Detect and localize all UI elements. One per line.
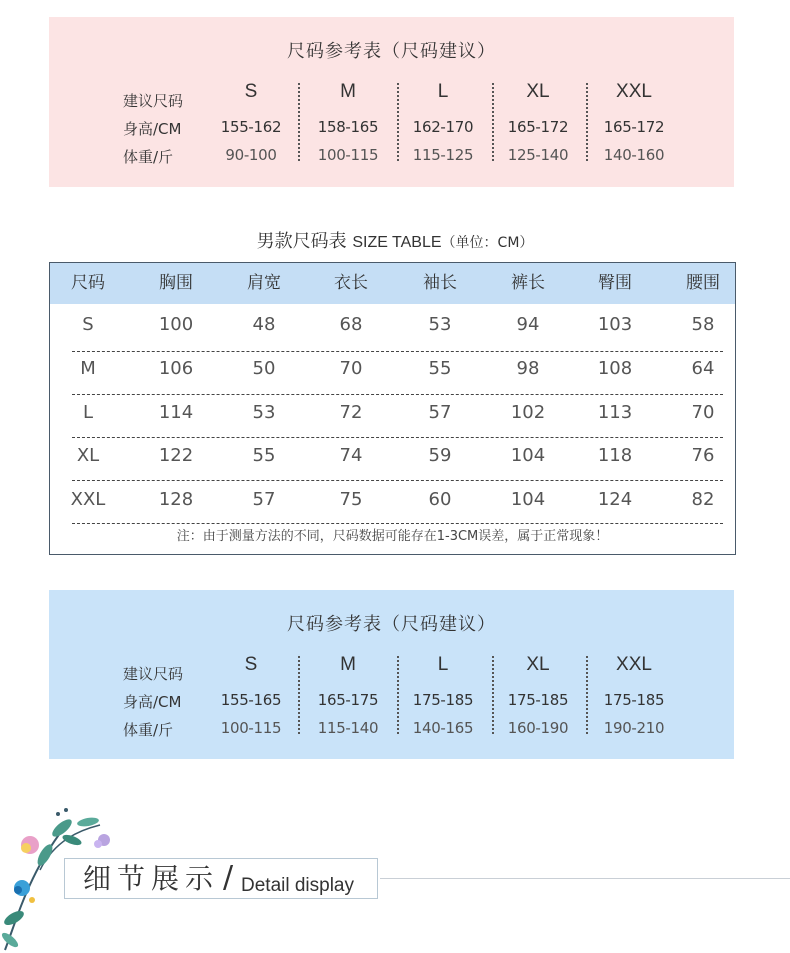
row-divider [72, 523, 723, 524]
cell-chest: 100 [158, 314, 194, 335]
detail-divider-line [380, 878, 790, 879]
size-label: L [437, 654, 449, 675]
label-height: 身高/CM [123, 693, 182, 711]
size-label: XXL [616, 81, 652, 102]
detail-title-slash: / [223, 860, 234, 895]
cell-length: 75 [339, 489, 363, 510]
mens-size-column-l [396, 652, 490, 742]
weight-range: 140-165 [412, 719, 474, 737]
size-label: XL [526, 654, 550, 675]
label-suggested-size: 建议尺码 [123, 92, 184, 110]
height-range: 165-172 [507, 118, 569, 136]
weight-range: 160-190 [507, 719, 569, 737]
height-range: 165-175 [317, 691, 379, 709]
height-range: 175-185 [603, 691, 665, 709]
cell-chest: 128 [158, 489, 194, 510]
cell-pants-length: 94 [516, 314, 540, 335]
table-row [50, 350, 735, 394]
height-range: 155-165 [220, 691, 282, 709]
size-label: S [244, 654, 258, 675]
label-height: 身高/CM [123, 120, 182, 138]
size-label: S [244, 81, 258, 102]
mens-title-zh: 男款尺码表 [256, 231, 347, 252]
mens-size-reference-panel [49, 590, 734, 759]
mens-reference-title: 尺码参考表（尺码建议） [287, 614, 496, 635]
height-range: 175-185 [507, 691, 569, 709]
cell-shoulder: 53 [252, 402, 276, 423]
cell-length: 72 [339, 402, 363, 423]
mens-size-table [49, 262, 736, 555]
cell-hip: 118 [597, 445, 633, 466]
womens-size-column-l [396, 79, 490, 169]
cell-size: XXL [70, 489, 106, 510]
cell-pants-length: 102 [510, 402, 546, 423]
table-header-row [50, 263, 735, 304]
cell-size: L [82, 402, 94, 423]
column-divider [298, 656, 300, 734]
detail-title-zh: 细节展示 [83, 862, 220, 895]
womens-size-column-m [301, 79, 395, 169]
height-range: 165-172 [603, 118, 665, 136]
cell-shoulder: 55 [252, 445, 276, 466]
cell-shoulder: 48 [252, 314, 276, 335]
cell-pants-length: 104 [510, 489, 546, 510]
header-waist: 腰围 [686, 273, 720, 293]
label-weight: 体重/斤 [123, 148, 174, 166]
table-row [50, 394, 735, 438]
cell-length: 68 [339, 314, 363, 335]
cell-waist: 70 [691, 402, 715, 423]
mens-size-column-s [204, 652, 298, 742]
cell-pants-length: 104 [510, 445, 546, 466]
cell-waist: 82 [691, 489, 715, 510]
weight-range: 190-210 [603, 719, 665, 737]
cell-hip: 108 [597, 358, 633, 379]
womens-row-labels [123, 87, 183, 171]
mens-row-labels [123, 660, 183, 744]
weight-range: 115-140 [317, 719, 379, 737]
mens-size-column-xl [491, 652, 585, 742]
header-length: 衣长 [334, 273, 368, 293]
weight-range: 140-160 [603, 146, 665, 164]
cell-waist: 58 [691, 314, 715, 335]
cell-chest: 122 [158, 445, 194, 466]
cell-hip: 103 [597, 314, 633, 335]
height-range: 158-165 [317, 118, 379, 136]
header-chest: 胸围 [159, 273, 193, 293]
mens-size-column-xxl [587, 652, 681, 742]
floral-decoration-icon [0, 800, 120, 953]
cell-waist: 76 [691, 445, 715, 466]
womens-size-column-xxl [587, 79, 681, 169]
height-range: 175-185 [412, 691, 474, 709]
header-sleeve: 袖长 [423, 273, 457, 293]
cell-pants-length: 98 [516, 358, 540, 379]
cell-hip: 124 [597, 489, 633, 510]
womens-size-column-s [204, 79, 298, 169]
cell-size: M [80, 358, 96, 379]
size-label: M [340, 654, 356, 675]
mens-size-table-title [0, 227, 790, 253]
header-size: 尺码 [71, 273, 105, 293]
cell-hip: 113 [597, 402, 633, 423]
weight-range: 90-100 [225, 146, 277, 164]
detail-title-en: Detail display [241, 875, 354, 896]
womens-reference-title: 尺码参考表（尺码建议） [287, 41, 496, 62]
cell-size: S [82, 314, 94, 335]
size-label: XL [526, 81, 550, 102]
cell-length: 70 [339, 358, 363, 379]
cell-sleeve: 57 [428, 402, 452, 423]
label-suggested-size: 建议尺码 [123, 665, 184, 683]
size-label: L [437, 81, 449, 102]
size-label: M [340, 81, 356, 102]
weight-range: 125-140 [507, 146, 569, 164]
measurement-note: 注：由于测量方法的不同，尺码数据可能存在1-3CM误差，属于正常现象！ [176, 529, 609, 544]
mens-size-column-m [301, 652, 395, 742]
cell-shoulder: 57 [252, 489, 276, 510]
mens-title-unit: （单位：CM） [441, 235, 534, 251]
cell-chest: 106 [158, 358, 194, 379]
height-range: 162-170 [412, 118, 474, 136]
table-row [50, 306, 735, 350]
womens-size-column-xl [491, 79, 585, 169]
table-row [50, 481, 735, 525]
mens-title-en: SIZE TABLE [352, 234, 442, 251]
weight-range: 100-115 [317, 146, 379, 164]
size-label: XXL [616, 654, 652, 675]
cell-sleeve: 55 [428, 358, 452, 379]
weight-range: 115-125 [412, 146, 474, 164]
cell-size: XL [76, 445, 100, 466]
header-shoulder: 肩宽 [247, 273, 281, 293]
header-pants-length: 裤长 [511, 273, 545, 293]
header-hip: 臀围 [598, 273, 632, 293]
weight-range: 100-115 [220, 719, 282, 737]
cell-sleeve: 60 [428, 489, 452, 510]
cell-chest: 114 [158, 402, 194, 423]
cell-waist: 64 [691, 358, 715, 379]
cell-length: 74 [339, 445, 363, 466]
table-row [50, 437, 735, 481]
label-weight: 体重/斤 [123, 721, 174, 739]
cell-sleeve: 59 [428, 445, 452, 466]
cell-shoulder: 50 [252, 358, 276, 379]
cell-sleeve: 53 [428, 314, 452, 335]
column-divider [298, 83, 300, 161]
height-range: 155-162 [220, 118, 282, 136]
womens-size-reference-panel [49, 17, 734, 187]
